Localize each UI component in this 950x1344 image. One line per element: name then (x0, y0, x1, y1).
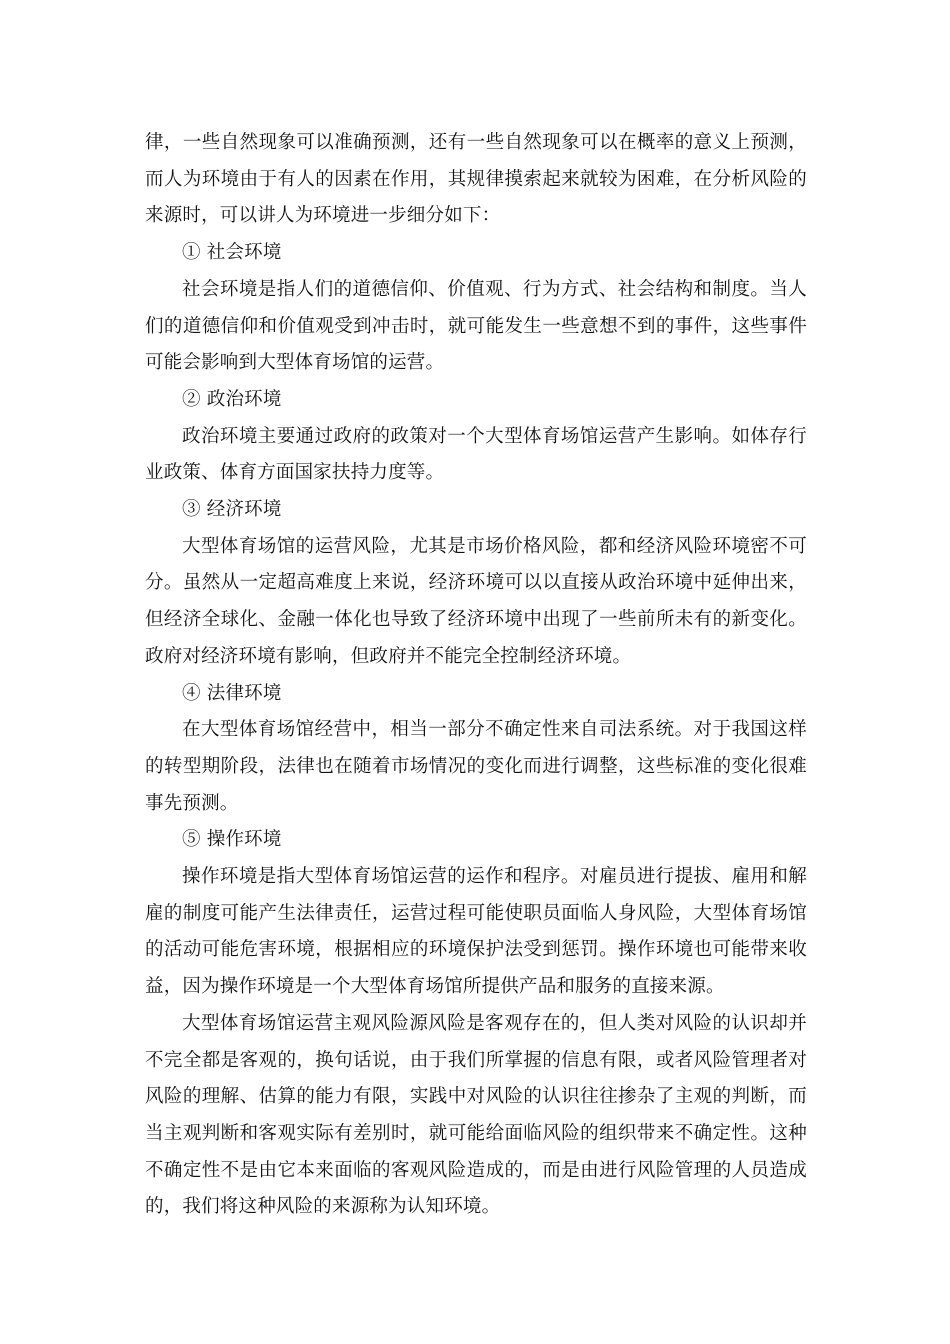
section-heading-economic: ③ 经济环境 (182, 499, 282, 521)
document-body (145, 125, 807, 1226)
section-heading-operational: ⑤ 操作环境 (182, 829, 282, 851)
section-heading-legal: ④ 法律环境 (182, 682, 282, 704)
paragraph-legal: 在大型体育场馆经营中，相当一部分不确定性来自司法系统。对于我国这样的转型期阶段，法律也在随着市场情况的变化而进行调整，这些标准的变化很难事先预测。 (145, 719, 807, 814)
paragraph-subjective-risk: 大型体育场馆运营主观风险源风险是客观存在的，但人类对风险的认识却并不完全都是客观的，换句话说，由于我们所掌握的信息有限，或者风险管理者对风险的理解、估算的能力有限，实践中对风险的认识往往掺杂了主观的判断，而当主观判断和客观实际有差别时，就可能给面临风险的组织带来不确定性。这种不确定性不是由它本来面临的客观风险造成的，而是由进行风险管理的人员造成的，我们将这种风险的来源称为认知环境。 (145, 1012, 807, 1218)
paragraph-political: 政治环境主要通过政府的政策对一个大型体育场馆运营产生影响。如体存行业政策、体育方面国家扶持力度等。 (145, 425, 807, 484)
paragraph-social: 社会环境是指人们的道德信仰、价值观、行为方式、社会结构和制度。当人们的道德信仰和价值观受到冲击时，就可能发生一些意想不到的事件，这些事件可能会影响到大型体育场馆的运营。 (145, 278, 807, 374)
paragraph-intro-continuation: 律，一些自然现象可以准确预测，还有一些自然现象可以在概率的意义上预测，而人为环境由于有人的因素在作用，其规律摸索起来就较为困难，在分析风险的来源时，可以讲人为环境进一步细分如下： (145, 132, 807, 227)
paragraph-operational: 操作环境是指大型体育场馆运营的运作和程序。对雇员进行提拔、雇用和解雇的制度可能产生法律责任，运营过程可能使职员面临人身风险，大型体育场馆的活动可能危害环境，根据相应的环境保护法受到惩罚。操作环境也可能带来收益，因为操作环境是一个大型体育场馆所提供产品和服务的直接来源。 (145, 866, 807, 998)
section-heading-social: ① 社会环境 (182, 242, 282, 264)
section-heading-political: ② 政治环境 (182, 388, 282, 410)
paragraph-economic: 大型体育场馆的运营风险，尤其是市场价格风险，都和经济风险环境密不可分。虽然从一定超高难度上来说，经济环境可以以直接从政治环境中延伸出来，但经济全球化、金融一体化也导致了经济环境中出现了一些前所未有的新变化。政府对经济环境有影响，但政府并不能完全控制经济环境。 (145, 535, 807, 667)
